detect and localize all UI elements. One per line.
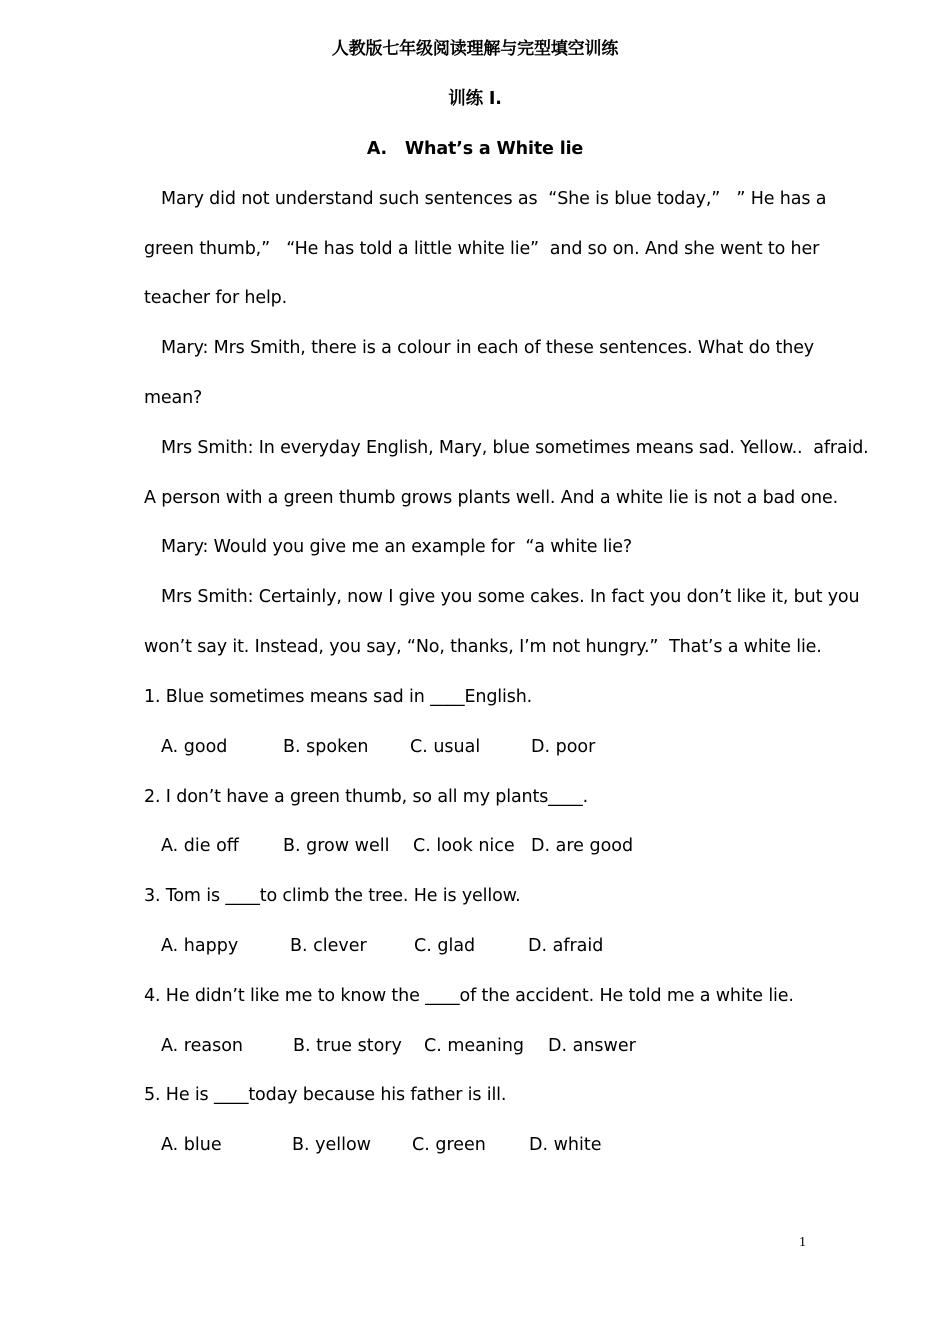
question-options [161,735,596,759]
question-stem: 4. He didn’t like me to know the ____of the accident. He told me a white lie. [144,986,794,1006]
option-d: D. white [529,1135,602,1155]
option-a: A. die off [161,836,239,856]
passage-line: green thumb,” “He has told a little white lie” and so on. And she went to her [144,239,820,259]
passage-line: Mrs Smith: Certainly, now I give you some cakes. In fact you don’t like it, but you [161,587,860,607]
option-d: D. are good [531,836,634,856]
option-b: B. yellow [292,1135,371,1155]
question-options [161,934,604,958]
question-stem: 2. I don’t have a green thumb, so all my plants____. [144,787,588,807]
passage-title: A. What’s a White lie [366,139,584,159]
question-stem: 3. Tom is ____to climb the tree. He is yellow. [144,886,521,906]
option-c: C. green [412,1135,486,1155]
option-a: A. blue [161,1135,222,1155]
question-stem: 5. He is ____today because his father is ill. [144,1085,507,1105]
passage-line: mean? [144,388,203,408]
option-d: D. answer [548,1036,636,1056]
document-title: 人教版七年级阅读理解与完型填空训练 [331,39,619,59]
option-c: C. meaning [424,1036,525,1056]
option-c: C. glad [414,936,476,956]
question-stem: 1. Blue sometimes means sad in ____English. [144,687,533,707]
option-a: A. reason [161,1036,244,1056]
option-a: A. happy [161,936,239,956]
option-b: B. clever [290,936,367,956]
option-d: D. afraid [528,936,604,956]
option-a: A. good [161,737,228,757]
passage-line: teacher for help. [144,288,288,308]
question-options [161,1133,602,1157]
passage-line: Mary: Mrs Smith, there is a colour in each of these sentences. What do they [161,338,815,358]
passage-line: Mary did not understand such sentences as “She is blue today,” ” He has a [161,189,827,209]
option-c: C. look nice [413,836,515,856]
option-b: B. grow well [283,836,390,856]
section-heading: 训练 I. [448,89,502,109]
option-c: C. usual [410,737,481,757]
passage-line: Mary: Would you give me an example for “a white lie? [161,537,633,557]
passage-line: won’t say it. Instead, you say, “No, thanks, I’m not hungry.” That’s a white lie. [144,637,822,657]
question-options [161,834,634,858]
passage-line: Mrs Smith: In everyday English, Mary, blue sometimes means sad. Yellow.. afraid. [161,438,869,458]
passage-line: A person with a green thumb grows plants well. And a white lie is not a bad one. [144,488,839,508]
question-options [161,1034,636,1058]
page-number: 1 [799,1235,806,1250]
option-b: B. true story [293,1036,402,1056]
option-b: B. spoken [283,737,369,757]
option-d: D. poor [531,737,596,757]
